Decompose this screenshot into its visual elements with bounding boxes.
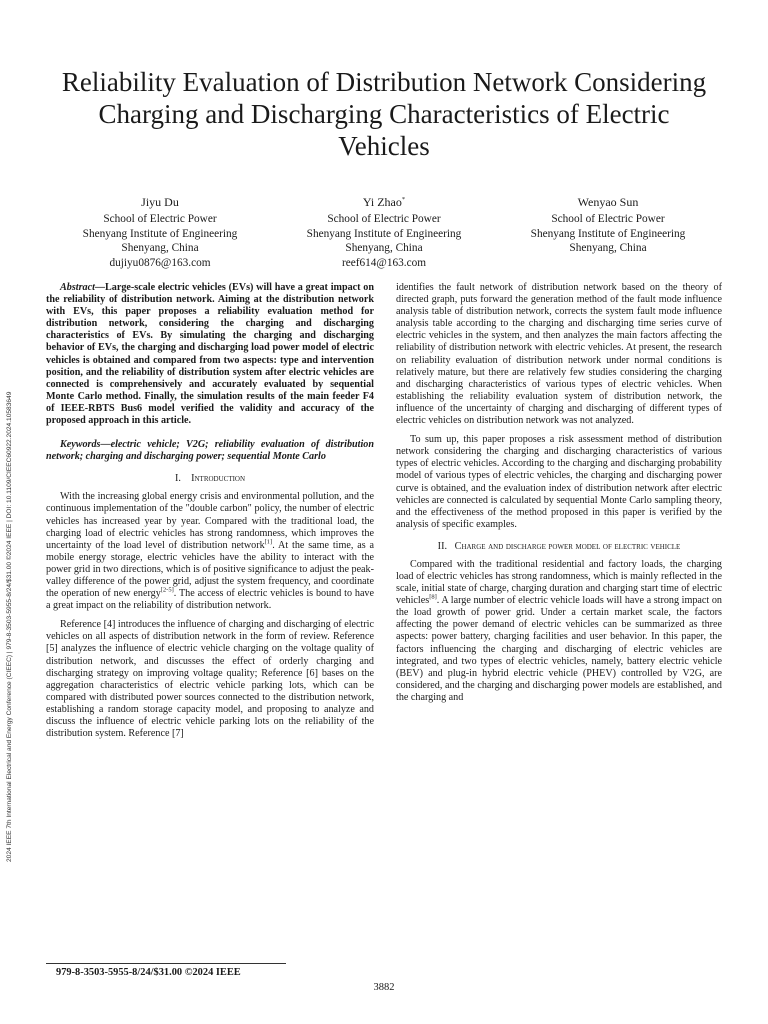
author-2	[272, 194, 496, 270]
author-3	[496, 194, 720, 270]
intro-paragraph-1: With the increasing global energy crisis and environmental pollution, and the continuous implementation of the "double carbon" policy, the number of electric vehicles has increased year by year. Compared with the traditional load, the charging load of electric vehicles has strong randomness, which improves the uncertainty of the load level of distribution network[1]. At the same time, as a mobile energy storage, electric vehicles have the ability to interact with the power grid in two directions, which is of positive significance to adjust the peak-valley difference of the power grid, adjust the system frequency, and coordinate the operation of new energy[2-5]. The access of electric vehicles is bound to have a great impact on the reliability of distribution network.	[46, 491, 374, 612]
doi-sidebar: 2024 IEEE 7th International Electrical and Energy Conference (CIEEC) | 979-8-3503-5955-8/24/$31.00 ©2024 IEEE | DOI: 10.1109/CIEEC60922.2024.10583649	[6, 391, 13, 862]
left-column	[46, 282, 374, 740]
author-city: Shenyang, China	[345, 242, 423, 254]
abstract-text: —Large-scale electric vehicles (EVs) will have a great impact on the reliability of distribution network. Aiming at the distribution network with EVs, this paper proposes a reliability evaluation method for distribution network, considering the charging and discharging characteristics of EVs. By simulating the charging and discharging behavior of EVs, the charging and discharging load power model of electric vehicles is obtained and compared from two aspects: type and intervention position, and the reliability of distribution system after electric vehicles are connected is comprehensively and accurately evaluated by sequential Monte Carlo method. Finally, the simulation results of the main feeder F4 of IEEE-RBTS Bus6 model verified the validity and accuracy of the proposed approach in this article.	[46, 282, 374, 427]
corresponding-author-mark: *	[401, 196, 406, 203]
author-1	[48, 194, 272, 270]
intro-paragraph-2: Reference [4] introduces the influence of charging and discharging of electric vehicles on all aspects of distribution network in the form of review. Reference [5] analyzes the influence of electric vehicle charging on the voltage quality of distribution network, and discusses the effect of orderly charging and discharging strategy on improving voltage quality; Reference [6] bases on the aggregation characteristics of electric vehicle parking lots, which can be compared with distributed power sources connected to the distribution network, establishing a random storage capacity model, and proposing to analyze and discuss the influence of electric vehicle parking lots on the reliability of the distribution system. Reference [7]	[46, 619, 374, 740]
author-email[interactable]: reef614@163.com	[341, 256, 427, 269]
section-heading-introduction: I. Introduction	[174, 473, 246, 485]
copyright-notice: 979-8-3503-5955-8/24/$31.00 ©2024 IEEE	[56, 967, 241, 978]
author-city: Shenyang, China	[569, 242, 647, 254]
abstract-label: Abstract	[60, 282, 95, 293]
author-name: Yi Zhao*	[362, 195, 406, 209]
right-column	[396, 282, 722, 704]
author-city: Shenyang, China	[121, 242, 199, 254]
author-name: Wenyao Sun	[577, 195, 639, 209]
section-heading-charge-model: II. Charge and discharge power model of electric vehicle	[437, 540, 681, 552]
paper-title: Reliability Evaluation of Distribution Network Considering Charging and Discharging Characteristics of Electric Vehicles	[61, 67, 707, 161]
citation[interactable]: [8]	[429, 593, 437, 601]
page-number: 3882	[373, 982, 395, 993]
author-block	[48, 194, 720, 270]
keywords-text: —electric vehicle; V2G; reliability evaluation of distribution network; charging and discharging power; sequential Monte Carlo	[46, 439, 374, 463]
author-department: School of Electric Power	[327, 213, 441, 225]
author-institution: Shenyang Institute of Engineering	[306, 227, 462, 240]
intro-paragraph-4: To sum up, this paper proposes a risk assessment method of distribution network considering the charging and discharging characteristics of various types of electric vehicles. According to the charging and discharging probability model of various types of electric vehicles, the charging and discharging power curve is obtained, and the evaluation index of distribution network after electric vehicles are connected is calculated by sequential Monte Carlo sampling theory, and the effectiveness of the method proposed in this paper is verified by the analysis of specific examples.	[396, 434, 722, 530]
keywords-label: Keywords	[60, 439, 101, 451]
author-name: Jiyu Du	[141, 195, 179, 209]
abstract	[46, 282, 374, 427]
author-institution: Shenyang Institute of Engineering	[530, 227, 686, 240]
citation[interactable]: [1]	[264, 538, 273, 546]
author-email[interactable]: dujiyu0876@163.com	[109, 256, 211, 269]
footer-rule	[46, 963, 286, 964]
author-department: School of Electric Power	[551, 213, 665, 225]
author-department: School of Electric Power	[103, 213, 217, 225]
section2-paragraph-1: Compared with the traditional residential and factory loads, the charging load of electric vehicles has strong randomness, which is mainly reflected in the scale, initial state of charge, charging duration and charging start time of electric vehicles[8]. A large number of electric vehicle loads will have a strong impact on the load growth of power grid. Under a certain market scale, the factors affecting the power demand of electric vehicles can be summarized as three aspects: power battery, charging facilities and user behavior. In this paper, the factors influencing the charging and discharging of electric vehicles are integrated, and two types of electric vehicles, namely, battery electric vehicle (BEV) and plug-in hybrid electric vehicle (PHEV) controlled by V2G, are considered, and the charging and discharging power models are established, and the charging and	[396, 558, 722, 703]
citation[interactable]: [2-5]	[160, 586, 174, 594]
author-institution: Shenyang Institute of Engineering	[82, 227, 238, 240]
keywords	[46, 439, 374, 463]
intro-paragraph-3: identifies the fault network of distribution network based on the theory of directed graph, puts forward the generation method of the fault mode influence analysis table of distribution network, corrects the system fault mode influence analysis table according to the charging and discharging time series curve of electric vehicles in the system, and then analyzes the main factors affecting the reliability of distribution network with electric vehicles. At present, the research on reliability evaluation of distribution network under normal conditions is relatively mature, but there are relatively few studies considering the charging and discharging characteristics of various types of electric vehicles. When establishing the reliability evaluation system of distribution network, the influence of the uncertainty of charging and discharging of different types of electric vehicles on distribution network was not analyzed.	[396, 282, 722, 427]
